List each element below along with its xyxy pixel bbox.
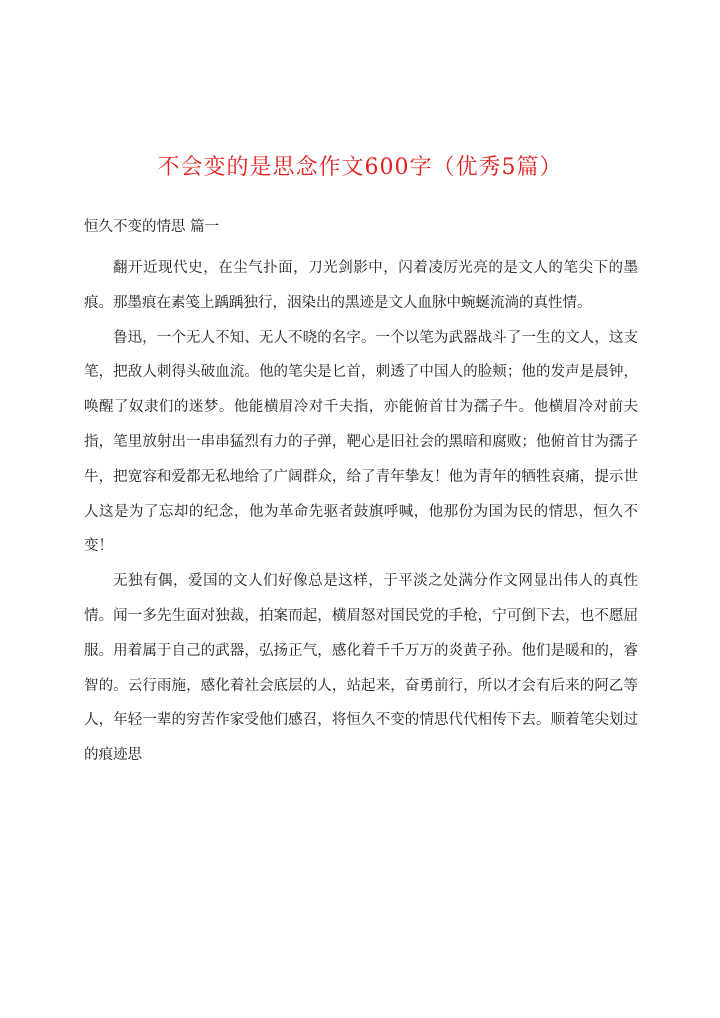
- paragraph-2: 鲁迅，一个无人不知、无人不晓的名字。一个以笔为武器战斗了一生的文人，这支笔，把敌人刺得头破血流。他的笔尖是匕首，刺透了中国人的脸颊；他的发声是晨钟，唤醒了奴隶们的迷梦。他能横眉冷对千夫指，亦能俯首甘为孺子牛。他横眉冷对前夫指，笔里放射出一串串猛烈有力的子弹，靶心是旧社会的黑暗和腐败；他俯首甘为孺子牛，把宽容和爱都无私地给了广阔群众，给了青年挚友！他为青年的牺牲哀痛，提示世人这是为了忘却的纪念，他为革命先驱者鼓旗呼喊，他那份为国为民的情思，恒久不变！: [84, 329, 638, 555]
- body-text: [84, 251, 638, 773]
- paragraph-3: 无独有偶，爱国的文人们好像总是这样，于平淡之处满分作文网显出伟人的真性情。闻一多先生面对独裁，拍案而起，横眉怒对国民党的手枪，宁可倒下去，也不愿屈服。用着属于自己的武器，弘扬正气，感化着千千万万的炎黄子孙。他们是暖和的，睿智的。云行雨施，感化着社会底层的人，站起来，奋勇前行，所以才会有后来的阿乙等人，年轻一辈的穷苦作家受他们感召，将恒久不变的情思代代相传下去。顺着笔尖划过的痕迹思: [84, 573, 638, 764]
- document-title: 不会变的是思念作文600字（优秀5篇）: [157, 155, 563, 180]
- section-heading: 恒久不变的情思 篇一: [84, 219, 220, 235]
- paragraph-1: 翻开近现代史，在尘气扑面，刀光剑影中，闪着凌厉光亮的是文人的笔尖下的墨痕。那墨痕在素笺上踽踽独行，洇染出的黑迹是文人血脉中蜿蜒流淌的真性情。: [84, 260, 638, 311]
